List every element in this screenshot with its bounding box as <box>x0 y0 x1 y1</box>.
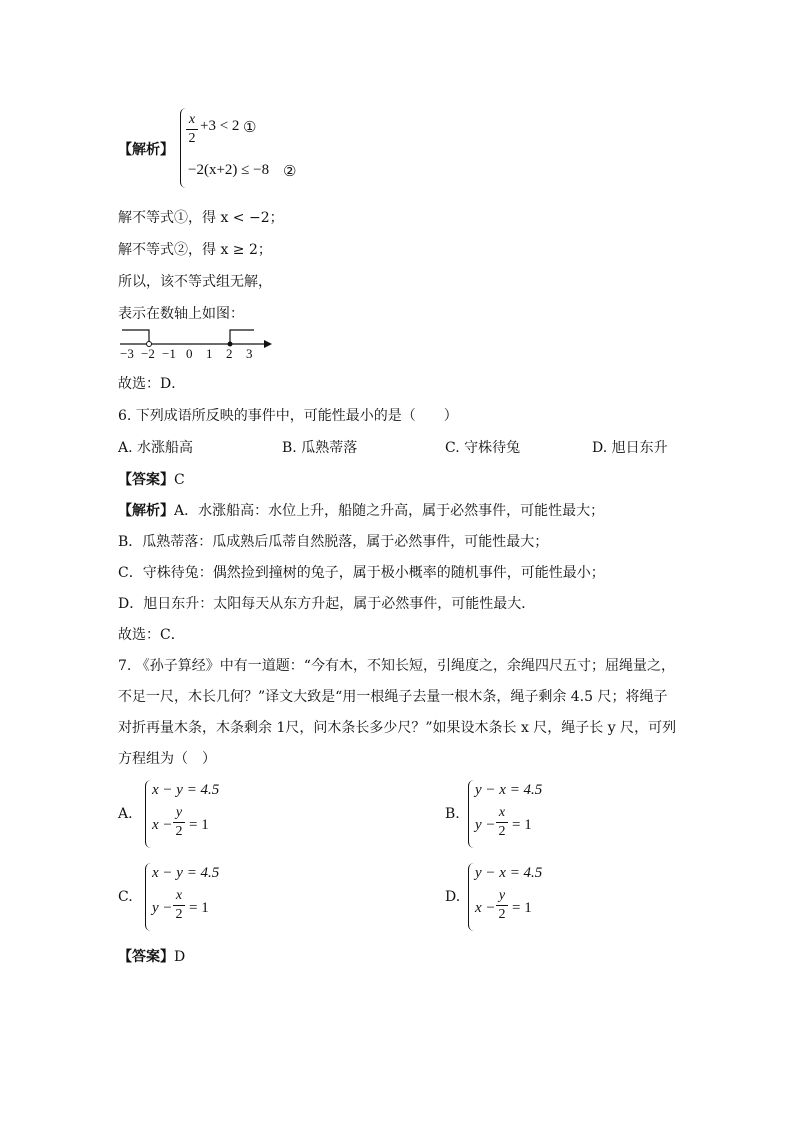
q7-stem-line-2: 不足一尺，木长几何？”译文大致是“用一根绳子去量一根木条，绳子剩余 4.5 尺；将绳子 <box>118 689 668 705</box>
tick-label: 3 <box>246 346 253 361</box>
step-3: 所以，该不等式组无解， <box>118 274 272 290</box>
q7-option-b-eq2-left: y − <box>475 817 496 833</box>
q7-option-c-fraction: x 2 <box>173 888 185 923</box>
q6-option-b: B. 瓜熟蒂落 <box>282 440 358 456</box>
q7-option-a-eq1: x − y = 4.5 <box>152 782 220 798</box>
step-1: 解不等式①，得 x < −2； <box>118 210 284 226</box>
q6-option-d: D. 旭日东升 <box>592 440 668 456</box>
q6-option-a: A. 水涨船高 <box>118 440 194 456</box>
q7-answer: 【答案】D <box>118 949 186 965</box>
q6-analysis-d: D．旭日东升：太阳每天从东方升起，属于必然事件，可能性最大． <box>118 596 536 612</box>
q6-conclusion: 故选：C． <box>118 627 185 643</box>
tick-label: −1 <box>162 346 176 361</box>
q7-option-a-eq2-right: = 1 <box>189 817 209 833</box>
q7-option-b-eq1: y − x = 4.5 <box>475 782 543 798</box>
step-4: 表示在数轴上如图： <box>118 306 244 322</box>
q7-stem-line-3: 对折再量木条，木条剩余 1尺，问木条长多少尺？”如果设木条长 x 尺，绳子长 y 尺，可列 <box>118 720 677 736</box>
tick-label: −2 <box>141 346 155 361</box>
q7-option-a-eq2-left: x − <box>152 817 173 833</box>
q7-option-b-fraction: x 2 <box>496 805 508 840</box>
inequality-1-rest: +3 < 2 <box>200 118 240 134</box>
q6-option-c: C. 守株待兔 <box>445 440 521 456</box>
q7-option-d-eq2-right: = 1 <box>512 900 532 916</box>
q7-option-d-letter: D. <box>445 889 461 905</box>
mark-1: ① <box>243 120 257 136</box>
tick-label: 0 <box>186 346 193 361</box>
q7-stem-line-4: 方程组为（ ） <box>118 751 216 767</box>
tick-label: 1 <box>206 346 213 361</box>
fraction-x-over-2: x 2 <box>186 112 198 147</box>
option-c-brace <box>145 863 152 931</box>
q7-option-d-eq2-left: x − <box>475 900 496 916</box>
q7-option-c-eq2-right: = 1 <box>189 900 209 916</box>
q7-option-d-fraction: y 2 <box>496 888 508 923</box>
option-d-brace <box>468 863 475 931</box>
q7-option-b-letter: B. <box>445 806 460 822</box>
analysis-label: 【解析】 <box>118 142 174 158</box>
q7-stem-line-1: 7. 《孙子算经》中有一道题：“今有木，不知长短，引绳度之，余绳四尺五寸；屈绳量之， <box>118 658 675 674</box>
tick-label: −3 <box>120 346 134 361</box>
inequality-2: −2(x+2) ≤ −8 <box>188 162 270 178</box>
q7-option-a-letter: A. <box>118 806 133 822</box>
q6-stem: 6. 下列成语所反映的事件中，可能性最小的是（ ） <box>118 408 458 424</box>
q6-answer: 【答案】C <box>118 472 185 488</box>
q5-conclusion: 故选：D． <box>118 376 186 392</box>
q7-option-c-eq2-left: y − <box>152 900 173 916</box>
q7-option-a-fraction: y 2 <box>173 805 185 840</box>
q6-analysis-c: C．守株待兔：偶然捡到撞树的兔子，属于极小概率的随机事件，可能性最小； <box>118 565 605 581</box>
option-a-brace <box>145 780 152 848</box>
option-b-brace <box>468 780 475 848</box>
step-2: 解不等式②，得 x ≥ 2； <box>118 242 272 258</box>
q7-option-c-letter: C. <box>118 889 133 905</box>
mark-2: ② <box>283 164 297 180</box>
number-line <box>112 324 282 364</box>
q6-analysis-b: B．瓜熟蒂落：瓜成熟后瓜蒂自然脱落，属于必然事件，可能性最大； <box>118 534 549 550</box>
q6-analysis-a: 【解析】A．水涨船高：水位上升，船随之升高，属于必然事件，可能性最大； <box>118 503 605 519</box>
q7-option-c-eq1: x − y = 4.5 <box>152 865 220 881</box>
q7-option-d-eq1: y − x = 4.5 <box>475 865 543 881</box>
tick-label: 2 <box>226 346 233 361</box>
q7-option-b-eq2-right: = 1 <box>512 817 532 833</box>
